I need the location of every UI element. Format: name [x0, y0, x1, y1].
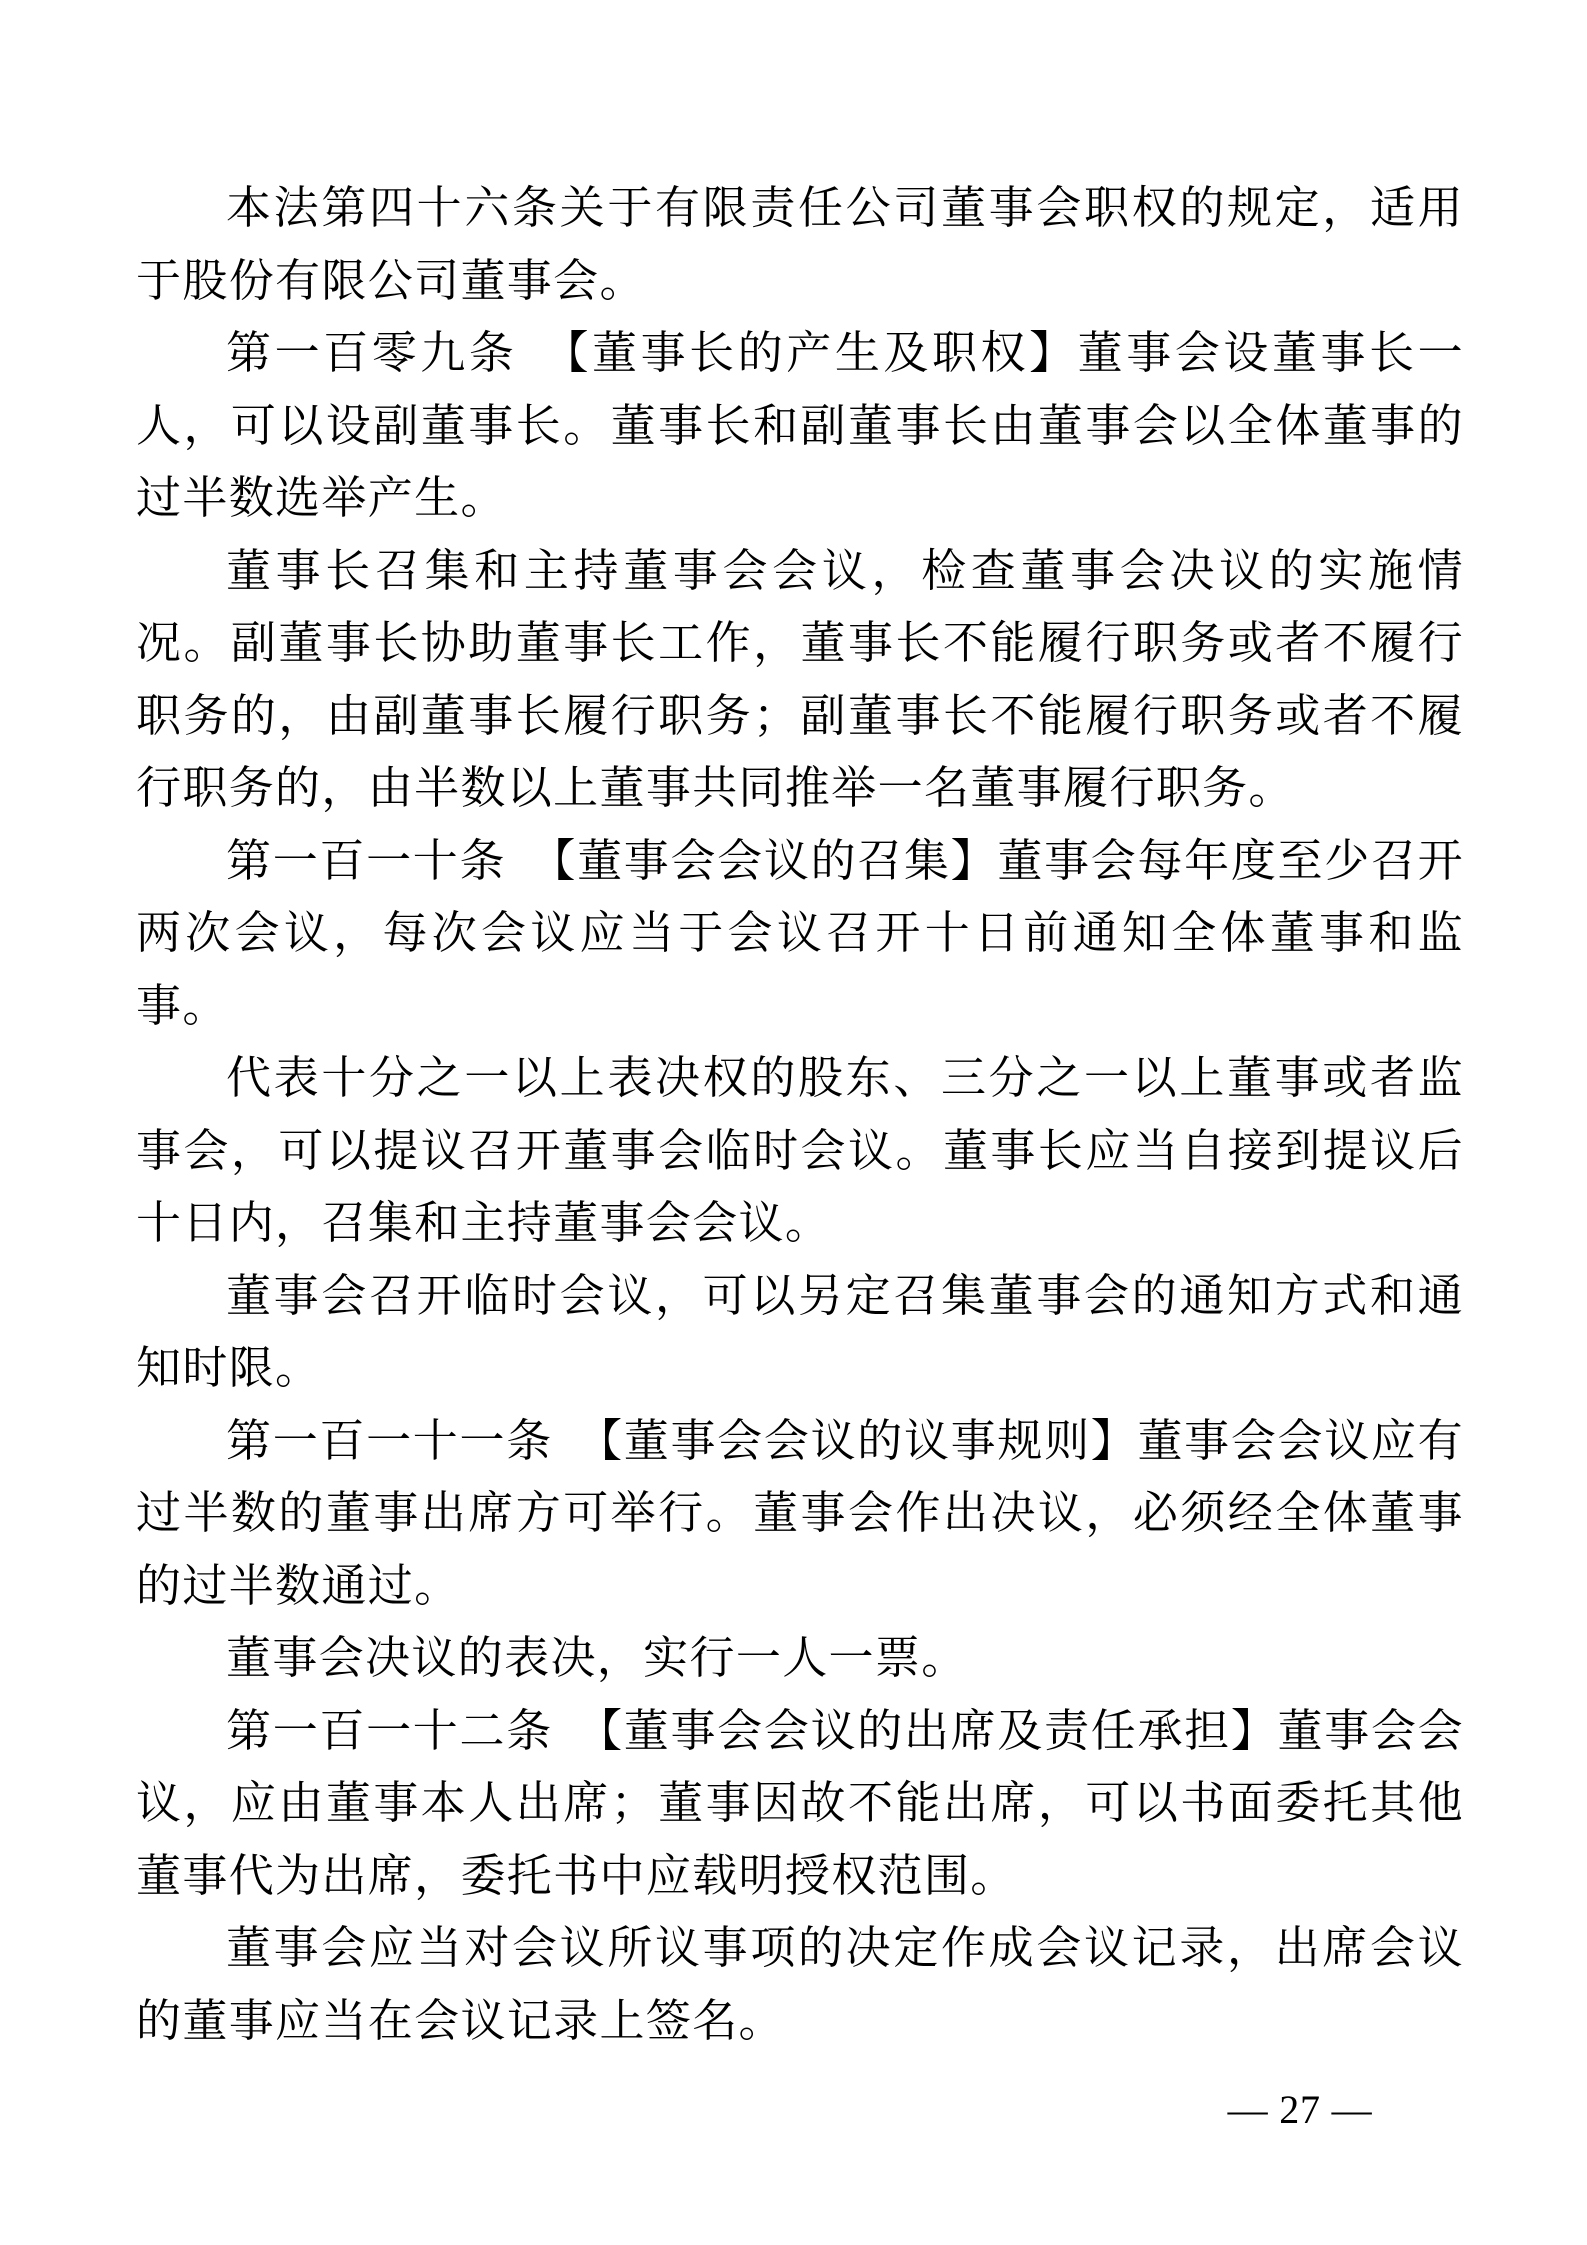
paragraph: 代表十分之一以上表决权的股东、三分之一以上董事或者监事会，可以提议召开董事会临时会议。董事长应当自接到提议后十日内，召集和主持董事会会议。 — [136, 1053, 1464, 1248]
paragraph-article-110: 第一百一十条 【董事会会议的召集】董事会每年度至少召开两次会议，每次会议应当于会议召开十日前通知全体董事和监事。 — [136, 835, 1464, 1031]
paragraph: 董事会应当对会议所议事项的决定作成会议记录，出席会议的董事应当在会议记录上签名。 — [136, 1923, 1464, 2046]
paragraph-article-109: 第一百零九条 【董事长的产生及职权】董事会设董事长一人，可以设副董事长。董事长和副董事长由董事会以全体董事的过半数选举产生。 — [136, 328, 1464, 523]
page-number: — 27 — — [1227, 2087, 1373, 2132]
paragraph-article-111: 第一百一十一条 【董事会会议的议事规则】董事会会议应有过半数的董事出席方可举行。董事会作出决议，必须经全体董事的过半数通过。 — [136, 1415, 1464, 1611]
paragraph: 董事会召开临时会议，可以另定召集董事会的通知方式和通知时限。 — [136, 1270, 1464, 1393]
document-body — [136, 172, 1464, 2057]
paragraph: 本法第四十六条关于有限责任公司董事会职权的规定，适用于股份有限公司董事会。 — [136, 183, 1464, 306]
paragraph-article-112: 第一百一十二条 【董事会会议的出席及责任承担】董事会会议，应由董事本人出席；董事因故不能出席，可以书面委托其他董事代为出席，委托书中应载明授权范围。 — [136, 1705, 1464, 1901]
paragraph: 董事会决议的表决，实行一人一票。 — [226, 1633, 968, 1683]
paragraph: 董事长召集和主持董事会会议，检查董事会决议的实施情况。副董事长协助董事长工作，董事长不能履行职务或者不履行职务的，由副董事长履行职务；副董事长不能履行职务或者不履行职务的，由半数以上董事共同推举一名董事履行职务。 — [136, 545, 1464, 813]
